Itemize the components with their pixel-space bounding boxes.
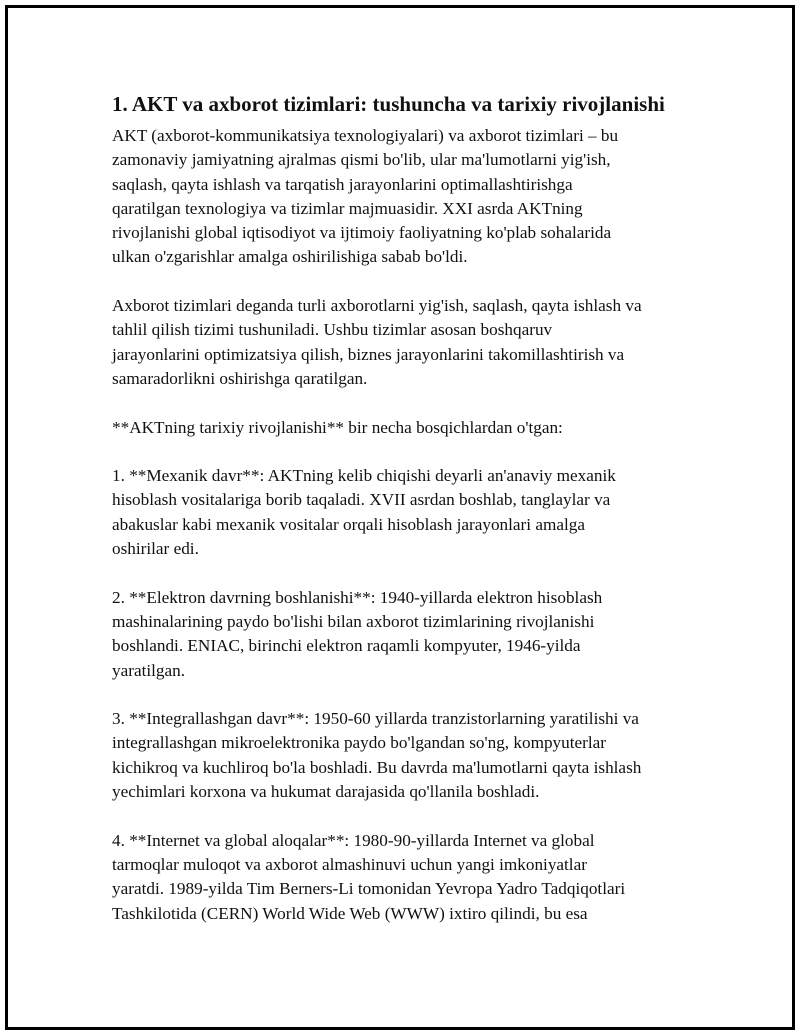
paragraph-intro <box>112 124 692 270</box>
text-line: Axborot tizimlari deganda turli axborotlarni yig'ish, saqlash, qayta ishlash va <box>112 296 642 316</box>
text-line: tahlil qilish tizimi tushuniladi. Ushbu tizimlar asosan boshqaruv <box>112 320 553 340</box>
text-line: boshlandi. ENIAC, birinchi elektron raqamli kompyuter, 1946-yilda <box>112 636 581 656</box>
text-line: yechimlari korxona va hukumat darajasida qo'llanila boshladi. <box>112 782 540 802</box>
text-line: hisoblash vositalariga borib taqaladi. XVII asrdan boshlab, tanglaylar va <box>112 490 611 510</box>
text-line: Tashkilotida (CERN) World Wide Web (WWW) ixtiro qilindi, bu esa <box>112 903 588 923</box>
text-line: yaratilgan. <box>112 660 186 680</box>
text-line: jarayonlarini optimizatsiya qilish, biznes jarayonlarini takomillashtirish va <box>112 344 625 364</box>
text-line: abakuslar kabi mexanik vositalar orqali hisoblash jarayonlari amalga <box>112 514 585 534</box>
text-line: yaratdi. 1989-yilda Tim Berners-Li tomonidan Yevropa Yadro Tadqiqotlari <box>112 879 626 899</box>
text-line: 3. **Integrallashgan davr**: 1950-60 yillarda tranzistorlarning yaratilishi va <box>112 709 639 729</box>
text-line: tarmoqlar muloqot va axborot almashinuvi uchun yangi imkoniyatlar <box>112 854 587 874</box>
paragraph-internet-era <box>112 829 692 926</box>
section-heading: 1. AKT va axborot tizimlari: tushuncha va tarixiy rivojlanishi <box>112 92 665 116</box>
text-line: **AKTning tarixiy rivojlanishi** bir necha bosqichlardan o'tgan: <box>112 417 563 437</box>
text-line: 2. **Elektron davrning boshlanishi**: 1940-yillarda elektron hisoblash <box>112 587 603 607</box>
text-line: saqlash, qayta ishlash va tarqatish jarayonlarini optimallashtirishga <box>112 174 573 194</box>
text-line: samaradorlikni oshirishga qaratilgan. <box>112 368 368 388</box>
text-line: 1. **Mexanik davr**: AKTning kelib chiqishi deyarli an'anaviy mexanik <box>112 466 616 486</box>
text-line: zamonaviy jamiyatning ajralmas qismi bo'lib, ular ma'lumotlarni yig'ish, <box>112 150 611 170</box>
text-line: oshirilar edi. <box>112 539 199 559</box>
paragraph-history-intro <box>112 416 692 440</box>
text-line: rivojlanishi global iqtisodiyot va ijtimoiy faoliyatning ko'plab sohalarida <box>112 223 612 243</box>
paragraph-mechanical-era <box>112 464 692 561</box>
paragraph-electronic-era <box>112 586 692 683</box>
text-line: integrallashgan mikroelektronika paydo bo'lgandan so'ng, kompyuterlar <box>112 733 606 753</box>
paragraph-information-systems <box>112 294 692 391</box>
paragraph-integrated-era <box>112 707 692 804</box>
text-line: 4. **Internet va global aloqalar**: 1980-90-yillarda Internet va global <box>112 830 595 850</box>
text-line: qaratilgan texnologiya va tizimlar majmuasidir. XXI asrda AKTning <box>112 198 583 218</box>
document-body <box>112 90 692 950</box>
text-line: mashinalarining paydo bo'lishi bilan axborot tizimlarining rivojlanishi <box>112 611 595 631</box>
text-line: AKT (axborot-kommunikatsiya texnologiyalari) va axborot tizimlari – bu <box>112 126 619 145</box>
text-line: kichikroq va kuchliroq bo'la boshladi. Bu davrda ma'lumotlarni qayta ishlash <box>112 757 642 777</box>
text-line: ulkan o'zgarishlar amalga oshirilishiga sabab bo'ldi. <box>112 247 468 267</box>
